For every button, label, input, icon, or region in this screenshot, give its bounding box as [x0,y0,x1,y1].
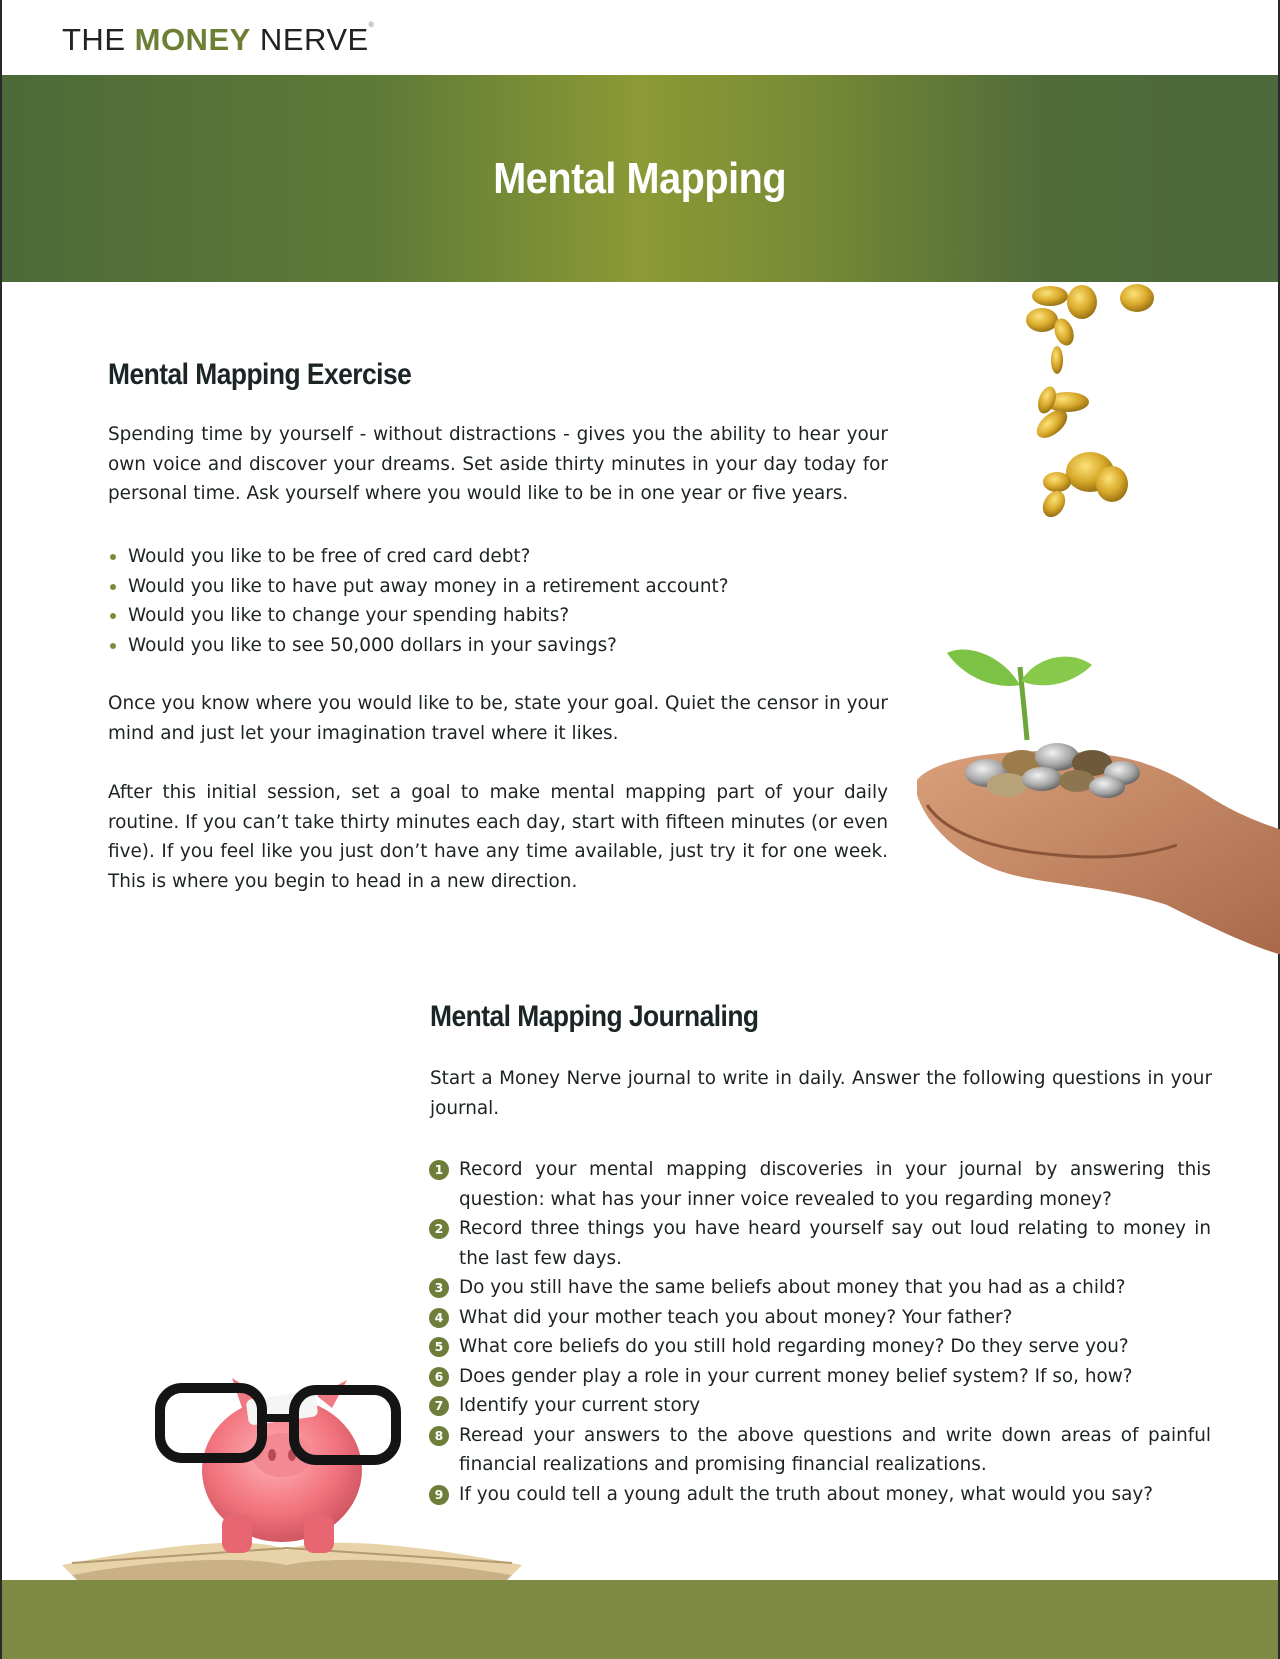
list-item-text: Record three things you have heard yourself say out loud relating to money in the last few days. [459,1218,1211,1269]
piggy-bank-image [42,1360,542,1580]
logo-text-money: MONEY [134,22,251,57]
number-badge: 4 [429,1308,449,1328]
exercise-heading: Mental Mapping Exercise [108,358,412,391]
list-item-text: What did your mother teach you about money? Your father? [459,1306,1013,1328]
logo-registered-mark: ® [368,22,375,29]
journaling-heading: Mental Mapping Journaling [430,1000,759,1033]
list-item [429,1480,1211,1510]
number-badge: 6 [429,1367,449,1387]
exercise-bullet-list [108,542,888,660]
list-item-text: Does gender play a role in your current money belief system? If so, how? [459,1365,1133,1387]
page-title: Mental Mapping [493,153,787,203]
list-item-text: Reread your answers to the above questions and write down areas of painful financial realizations and promising financial realizations. [459,1424,1211,1475]
bullet-item: Would you like to have put away money in a retirement account? [108,572,888,602]
list-item [429,1421,1211,1480]
list-item [429,1391,1211,1421]
number-badge: 3 [429,1278,449,1298]
exercise-routine-paragraph: After this initial session, set a goal to make mental mapping part of your daily routine. If you can’t take thirty minutes each day, start with fifteen minutes (or even five). If you feel like you just don’t have any time available, just try it for one week. This is where you begin to head in a new direction. [108,782,888,892]
bullet-item: Would you like to change your spending habits? [108,601,888,631]
bullet-item: Would you like to see 50,000 dollars in your savings? [108,631,888,661]
footer-band [2,1580,1278,1659]
list-item [429,1303,1211,1333]
title-banner [2,75,1278,282]
journaling-question-list [429,1155,1211,1509]
number-badge: 2 [429,1219,449,1239]
logo-text-nerve: NERVE [250,22,369,57]
list-item [429,1362,1211,1392]
number-badge: 7 [429,1396,449,1416]
list-item-text: Do you still have the same beliefs about money that you had as a child? [459,1277,1126,1298]
list-item [429,1155,1211,1214]
list-item [429,1214,1211,1273]
hands-with-sprout-image [907,645,1280,955]
logo-text-the: THE [62,22,135,57]
journaling-intro-paragraph: Start a Money Nerve journal to write in daily. Answer the following questions in your journal. [430,1068,1212,1119]
list-item [429,1273,1211,1303]
number-badge: 5 [429,1337,449,1357]
number-badge: 1 [429,1160,449,1180]
number-badge: 9 [429,1485,449,1505]
bullet-item: Would you like to be free of cred card debt? [108,542,888,572]
exercise-intro-paragraph: Spending time by yourself - without distractions - gives you the ability to hear your own voice and discover your dreams. Set aside thirty minutes in your day today for personal time. Ask yourself where you would like to be in one year or five years. [108,424,888,504]
list-item-text: Record your mental mapping discoveries in your journal by answering this question: what has your inner voice revealed to you regarding money? [459,1159,1211,1210]
money-nerve-logo[interactable] [62,22,374,58]
number-badge: 8 [429,1426,449,1446]
list-item [429,1332,1211,1362]
list-item-text: What core beliefs do you still hold regarding money? Do they serve you? [459,1336,1129,1357]
exercise-goal-paragraph: Once you know where you would like to be, state your goal. Quiet the censor in your mind and just let your imagination travel where it likes. [108,693,888,744]
falling-coins-image [1012,282,1172,522]
list-item-text: Identify your current story [459,1395,701,1416]
list-item-text: If you could tell a young adult the truth about money, what would you say? [459,1483,1153,1505]
